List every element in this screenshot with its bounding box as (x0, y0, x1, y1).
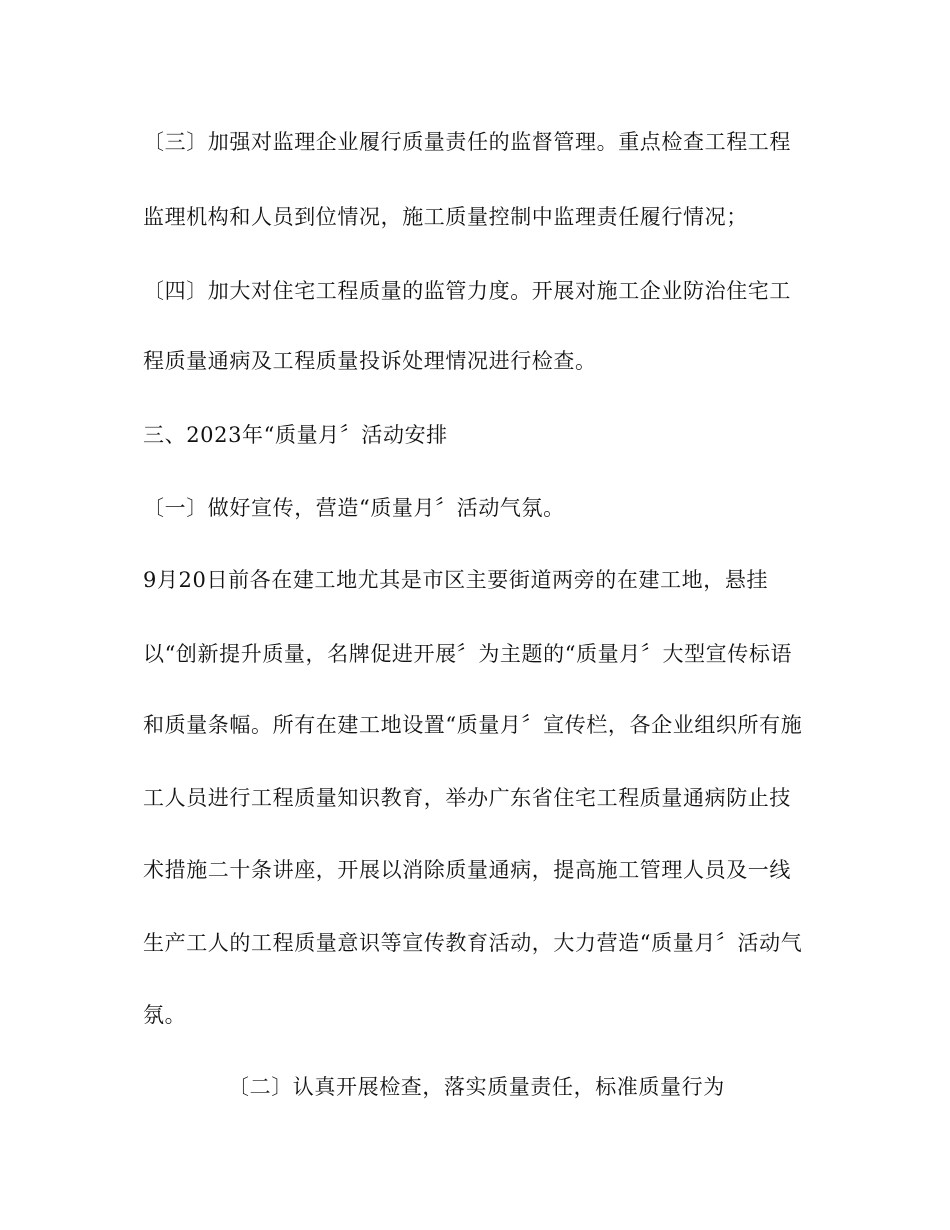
paragraph-line-3: 〔四〕加大对住宅工程质量的监管力度。开展对施工企业防治住宅工 (143, 279, 791, 303)
paragraph-line-9: 术措施二十条讲座，开展以消除质量通病，提高施工管理人员及一线 (143, 858, 791, 882)
paragraph-line-11: 氛。 (143, 1003, 187, 1027)
paragraph-line-4: 程质量通病及工程质量投诉处理情况进行检查。 (143, 349, 597, 373)
subsection-heading-1: 〔一〕做好宣传，营造“质量月〞活动气氛。 (143, 496, 565, 520)
paragraph-line-6: 以“创新提升质量，名牌促进开展〞为主题的“质量月〞大型宣传标语 (143, 642, 793, 666)
subsection-heading-2: 〔二〕认真开展检查，落实质量责任，标准质量行为 (228, 1075, 725, 1099)
paragraph-line-1: 〔三〕加强对监理企业履行质量责任的监督管理。重点检查工程工程 (143, 130, 791, 154)
section-heading: 三、2023年“质量月〞活动安排 (143, 423, 448, 447)
paragraph-line-10: 生产工人的工程质量意识等宣传教育活动，大力营造“质量月〞活动气 (143, 931, 803, 955)
paragraph-line-5: 9月20日前各在建工地尤其是市区主要街道两旁的在建工地，悬挂 (143, 568, 769, 592)
paragraph-line-2: 监理机构和人员到位情况，施工质量控制中监理责任履行情况； (143, 205, 748, 229)
paragraph-line-7: 和质量条幅。所有在建工地设置“质量月〞宣传栏，各企业组织所有施 (143, 713, 803, 737)
paragraph-line-8: 工人员进行工程质量知识教育，举办广东省住宅工程质量通病防止技 (143, 786, 791, 810)
